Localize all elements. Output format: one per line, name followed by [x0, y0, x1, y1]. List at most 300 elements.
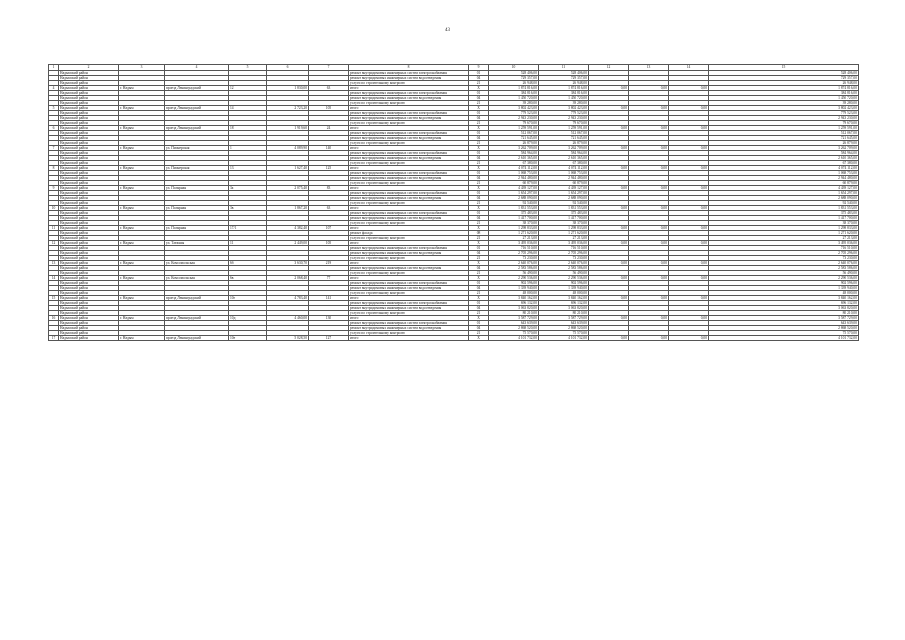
- table-cell: 15: [49, 296, 59, 301]
- table-cell: 01: [469, 91, 489, 96]
- table-cell: 48 000,00: [539, 291, 589, 296]
- table-cell: 2 944 480,00: [709, 176, 859, 181]
- table-cell: Надымский район: [59, 196, 119, 201]
- table-cell: 0,00: [629, 86, 669, 91]
- table-cell: 2 688 090,00: [709, 196, 859, 201]
- table-cell: ул. Полярная: [165, 206, 229, 211]
- table-cell: 1 271 620,00: [709, 231, 859, 236]
- table-cell: 4 101 732,00: [709, 336, 859, 341]
- table-cell: 63: [309, 206, 349, 211]
- table-cell: 130: [309, 316, 349, 321]
- table-cell: 696 132,00: [539, 301, 589, 306]
- table-cell: Надымский район: [59, 156, 119, 161]
- table-cell: 2 943 230,00: [709, 116, 859, 121]
- table-cell: 4 439 127,00: [489, 186, 539, 191]
- table-cell: Надымский район: [59, 96, 119, 101]
- header-cell: 5: [229, 65, 267, 71]
- table-cell: 779 523,00: [489, 111, 539, 116]
- table-cell: 0,00: [589, 296, 629, 301]
- table-cell: 39 280,00: [539, 101, 589, 106]
- table-cell: услуги по строительному контролю: [349, 121, 469, 126]
- table-cell: Надымский район: [59, 111, 119, 116]
- table-cell: услуги по строительному контролю: [349, 291, 469, 296]
- table-cell: 04: [469, 76, 489, 81]
- table-cell: 2 068,40: [267, 276, 309, 281]
- table-cell: Х: [469, 296, 489, 301]
- table-cell: 80 210,00: [709, 311, 859, 316]
- table-cell: 3 495 036,00: [489, 241, 539, 246]
- table-cell: 21: [469, 256, 489, 261]
- table-cell: 0,00: [669, 86, 709, 91]
- table-cell: 4 074 112,00: [539, 166, 589, 171]
- table-cell: 39 280,00: [709, 101, 859, 106]
- table-cell: 21: [469, 331, 489, 336]
- table-cell: 5: [49, 106, 59, 111]
- table-cell: ремонт внутридомовых инженерных систем электроснабжения: [349, 211, 469, 216]
- table-cell: г. Надым: [119, 126, 165, 131]
- table-cell: 21: [469, 181, 489, 186]
- table-cell: 92 540,00: [539, 201, 589, 206]
- table-cell: 3 630,70: [267, 261, 309, 266]
- table-cell: 2 688 090,00: [489, 196, 539, 201]
- table-cell: 1 259 591,00: [489, 126, 539, 131]
- table-cell: 0,00: [669, 261, 709, 266]
- table-cell: услуги по строительному контролю: [349, 271, 469, 276]
- table-cell: 729 357,00: [709, 76, 859, 81]
- table-cell: 1 831 553,00: [539, 206, 589, 211]
- table-cell: 79 670,00: [539, 121, 589, 126]
- table-cell: 779 523,00: [539, 111, 589, 116]
- table-cell: ремонт внутридомовых инженерных систем электроснабжения: [349, 151, 469, 156]
- table-cell: 0,00: [669, 126, 709, 131]
- table-cell: ремонт внутридомовых инженерных систем водоотведения: [349, 286, 469, 291]
- table-cell: Надымский район: [59, 181, 119, 186]
- table-cell: 384 816,00: [489, 91, 539, 96]
- table-cell: 10г: [229, 296, 267, 301]
- table-cell: ремонт внутридомовых инженерных систем электроснабжения: [349, 191, 469, 196]
- table-cell: 24: [309, 126, 349, 131]
- table-cell: 18: [229, 126, 267, 131]
- table-cell: 0,00: [669, 336, 709, 341]
- table-cell: 0,00: [589, 336, 629, 341]
- table-cell: 56 490,00: [489, 271, 539, 276]
- table-cell: г. Надым: [119, 276, 165, 281]
- table-cell: 2 583 586,00: [539, 266, 589, 271]
- table-cell: 14: [229, 106, 267, 111]
- table-cell: Надымский район: [59, 166, 119, 171]
- table-cell: 1 867,20: [267, 206, 309, 211]
- table-cell: 17/1: [229, 226, 267, 231]
- table-cell: 21: [469, 236, 489, 241]
- header-cell: 15: [709, 65, 859, 71]
- table-cell: 75 570,00: [489, 331, 539, 336]
- table-cell: 8: [49, 166, 59, 171]
- table-cell: 9: [49, 186, 59, 191]
- table-cell: ремонт фасада: [349, 231, 469, 236]
- table-cell: 0,00: [669, 316, 709, 321]
- table-cell: 04: [469, 156, 489, 161]
- table-cell: 375 483,00: [489, 211, 539, 216]
- table-cell: Х: [469, 86, 489, 91]
- table-cell: 375 483,00: [709, 211, 859, 216]
- header-cell: 4: [165, 65, 229, 71]
- table-cell: г. Надым: [119, 86, 165, 91]
- table-cell: 0,00: [629, 241, 669, 246]
- table-cell: 1 259 591,00: [539, 126, 589, 131]
- table-cell: ремонт внутридомовых инженерных систем водоотведения: [349, 326, 469, 331]
- table-cell: 2 075,40: [267, 186, 309, 191]
- header-cell: 1: [49, 65, 59, 71]
- table-cell: ремонт внутридомовых инженерных систем электроснабжения: [349, 301, 469, 306]
- table-cell: г. Надым: [119, 146, 165, 151]
- table-cell: 39 280,00: [489, 101, 539, 106]
- table-cell: 0,00: [629, 106, 669, 111]
- table-cell: 04: [469, 286, 489, 291]
- table-cell: 3 802 423,00: [489, 106, 539, 111]
- table-cell: 11: [229, 241, 267, 246]
- header-cell: 8: [349, 65, 469, 71]
- table-cell: 56 490,00: [709, 271, 859, 276]
- table-cell: 141: [309, 296, 349, 301]
- table-cell: 4: [49, 86, 59, 91]
- table-cell: 4 074 112,00: [709, 166, 859, 171]
- table-cell: 26 879,00: [489, 141, 539, 146]
- header-cell: 9: [469, 65, 489, 71]
- table-cell: 01: [469, 246, 489, 251]
- table-cell: ремонт внутридомовых инженерных систем водоотведения: [349, 196, 469, 201]
- table-cell: 04: [469, 96, 489, 101]
- table-cell: ремонт внутридомовых инженерных систем водоотведения: [349, 251, 469, 256]
- table-cell: Надымский район: [59, 101, 119, 106]
- table-cell: 2 583 586,00: [709, 266, 859, 271]
- table-cell: ремонт внутридомовых инженерных систем водоотведения: [349, 136, 469, 141]
- table-cell: 779 523,00: [709, 111, 859, 116]
- table-cell: Надымский район: [59, 301, 119, 306]
- table-cell: 3 063 820,00: [489, 306, 539, 311]
- table-cell: 60 879,00: [709, 181, 859, 186]
- table-cell: проезд Ленинградский: [165, 296, 229, 301]
- table-cell: ремонт внутридомовых инженерных систем электроснабжения: [349, 131, 469, 136]
- table-cell: 528 406,00: [709, 71, 859, 76]
- table-cell: 0,00: [629, 276, 669, 281]
- table-cell: 0,00: [669, 186, 709, 191]
- table-cell: ул. Пионерская: [165, 166, 229, 171]
- table-cell: 77: [309, 276, 349, 281]
- table-cell: ремонт внутридомовых инженерных систем электроснабжения: [349, 91, 469, 96]
- table-cell: 0,00: [629, 226, 669, 231]
- table-cell: 2 583 586,00: [489, 266, 539, 271]
- table-cell: 75 570,00: [709, 331, 859, 336]
- table-cell: 219: [309, 261, 349, 266]
- table-cell: 92 540,00: [489, 201, 539, 206]
- table-cell: 3 587 729,00: [489, 316, 539, 321]
- table-cell: итого: [349, 166, 469, 171]
- table-cell: 3в: [229, 206, 267, 211]
- table-cell: 01: [469, 281, 489, 286]
- header-cell: 10: [489, 65, 539, 71]
- table-cell: Надымский район: [59, 266, 119, 271]
- table-cell: 0,00: [629, 316, 669, 321]
- header-cell: 11: [539, 65, 589, 71]
- table-cell: 5 028,50: [267, 336, 309, 341]
- table-cell: г. Надым: [119, 316, 165, 321]
- table-cell: 1 417 700,00: [489, 216, 539, 221]
- table-cell: 384 816,00: [709, 91, 859, 96]
- table-cell: 79 670,00: [489, 121, 539, 126]
- table-cell: услуги по строительному контролю: [349, 141, 469, 146]
- table-cell: 01: [469, 171, 489, 176]
- table-cell: Надымский район: [59, 336, 119, 341]
- table-cell: Надымский район: [59, 81, 119, 86]
- table-cell: 1 874 816,00: [489, 86, 539, 91]
- table-cell: 3 840 162,00: [709, 296, 859, 301]
- table-cell: 584 964,00: [539, 151, 589, 156]
- table-cell: 16: [49, 316, 59, 321]
- table-cell: 01: [469, 151, 489, 156]
- table-cell: Надымский район: [59, 271, 119, 276]
- table-cell: г. Надым: [119, 261, 165, 266]
- table-cell: Надымский район: [59, 211, 119, 216]
- table-cell: Надымский район: [59, 256, 119, 261]
- table-cell: Надымский район: [59, 221, 119, 226]
- table-cell: 3 802 423,00: [709, 106, 859, 111]
- table-cell: 0,00: [629, 146, 669, 151]
- table-cell: 2 868 520,00: [489, 326, 539, 331]
- table-cell: проезд Ленинградский: [165, 336, 229, 341]
- table-cell: 512 067,00: [539, 131, 589, 136]
- table-cell: ул. Таежная: [165, 241, 229, 246]
- table-cell: 01: [469, 71, 489, 76]
- table-cell: 0,00: [669, 276, 709, 281]
- table-cell: проезд Ленинградский: [165, 106, 229, 111]
- header-cell: 14: [669, 65, 709, 71]
- table-cell: 4 101 732,00: [539, 336, 589, 341]
- table-cell: итого: [349, 276, 469, 281]
- table-cell: 1 654 297,00: [539, 191, 589, 196]
- table-cell: 0,00: [629, 296, 669, 301]
- table-cell: 2 290 536,00: [709, 276, 859, 281]
- table-cell: 63: [309, 86, 349, 91]
- table-cell: 1 874 816,00: [709, 86, 859, 91]
- table-cell: 21: [469, 101, 489, 106]
- table-cell: 0,00: [629, 206, 669, 211]
- table-cell: итого: [349, 226, 469, 231]
- table-cell: 14: [49, 276, 59, 281]
- table-cell: 1 627,40: [267, 166, 309, 171]
- table-cell: Надымский район: [59, 116, 119, 121]
- table-cell: 04: [469, 216, 489, 221]
- table-cell: 4 101 732,00: [489, 336, 539, 341]
- table-cell: 6б: [229, 261, 267, 266]
- table-cell: 21: [469, 201, 489, 206]
- table-cell: 0,00: [669, 296, 709, 301]
- table-cell: 26 879,00: [539, 141, 589, 146]
- table-cell: проезд Ленинградский: [165, 86, 229, 91]
- table-row: [49, 336, 859, 341]
- table-cell: Х: [469, 126, 489, 131]
- table-cell: 04: [469, 136, 489, 141]
- table-cell: ремонт внутридомовых инженерных систем электроснабжения: [349, 281, 469, 286]
- table-cell: 10е: [229, 336, 267, 341]
- table-cell: 512 067,00: [489, 131, 539, 136]
- table-cell: 721 645,00: [709, 136, 859, 141]
- table-cell: Надымский район: [59, 316, 119, 321]
- table-cell: Надымский район: [59, 311, 119, 316]
- table-cell: Х: [469, 261, 489, 266]
- table-cell: 3 495 036,00: [709, 241, 859, 246]
- table-cell: 48 000,00: [489, 291, 539, 296]
- table-cell: 1 298 833,00: [709, 226, 859, 231]
- table-cell: 729 357,00: [489, 76, 539, 81]
- table-cell: 56 490,00: [539, 271, 589, 276]
- table-cell: 1 919,60: [267, 126, 309, 131]
- table-cell: 7: [49, 146, 59, 151]
- table-cell: 0,00: [589, 206, 629, 211]
- table-cell: 2 640 076,00: [709, 261, 859, 266]
- table-cell: 3а: [229, 186, 267, 191]
- table-cell: 01: [469, 191, 489, 196]
- table-cell: Надымский район: [59, 331, 119, 336]
- table-cell: 1 298 833,00: [489, 226, 539, 231]
- table-cell: услуги по строительному контролю: [349, 331, 469, 336]
- table-cell: Надымский район: [59, 136, 119, 141]
- table-cell: 26 948,00: [489, 81, 539, 86]
- page-number: 43: [445, 28, 450, 33]
- table-cell: Надымский район: [59, 121, 119, 126]
- table-cell: услуги по строительному контролю: [349, 236, 469, 241]
- table-cell: 10д: [229, 316, 267, 321]
- table-cell: 127: [309, 336, 349, 341]
- table-cell: 1 271 620,00: [539, 231, 589, 236]
- table-cell: ремонт внутридомовых инженерных систем электроснабжения: [349, 71, 469, 76]
- table-cell: 4 382,40: [267, 226, 309, 231]
- header-cell: 6: [267, 65, 309, 71]
- table-cell: 716 510,00: [489, 246, 539, 251]
- table-cell: 3 840 162,00: [539, 296, 589, 301]
- table-cell: итого: [349, 186, 469, 191]
- table-cell: 27 213,00: [709, 236, 859, 241]
- table-cell: 73 230,00: [539, 256, 589, 261]
- table-cell: проезд Ленинградский: [165, 316, 229, 321]
- table-cell: 2 290 536,00: [489, 276, 539, 281]
- table-cell: 2 449,00: [267, 241, 309, 246]
- table-cell: 1 271 620,00: [489, 231, 539, 236]
- table-cell: 48 000,00: [709, 291, 859, 296]
- table-cell: 26 948,00: [539, 81, 589, 86]
- table-cell: 584 964,00: [489, 151, 539, 156]
- table-cell: ремонт внутридомовых инженерных систем водоотведения: [349, 266, 469, 271]
- table-cell: 1: [229, 146, 267, 151]
- table-cell: услуги по строительному контролю: [349, 201, 469, 206]
- table-cell: 1 339 940,00: [539, 286, 589, 291]
- table-cell: 729 357,00: [539, 76, 589, 81]
- table-cell: г. Надым: [119, 296, 165, 301]
- table-cell: 0,00: [589, 106, 629, 111]
- table-cell: 0,00: [629, 166, 669, 171]
- table-cell: Надымский район: [59, 251, 119, 256]
- table-cell: 60 879,00: [539, 181, 589, 186]
- table-cell: 584 964,00: [709, 151, 859, 156]
- table-cell: 105: [309, 241, 349, 246]
- table-cell: Надымский район: [59, 226, 119, 231]
- table-cell: Надымский район: [59, 206, 119, 211]
- table-cell: Х: [469, 316, 489, 321]
- table-cell: 83: [309, 186, 349, 191]
- table-cell: 67 380,00: [709, 161, 859, 166]
- table-cell: 1 450 720,00: [709, 96, 859, 101]
- table-cell: 2 944 480,00: [539, 176, 589, 181]
- table-cell: Надымский район: [59, 296, 119, 301]
- table-cell: 2 705 296,00: [489, 251, 539, 256]
- table-cell: ремонт внутридомовых инженерных систем водоотведения: [349, 176, 469, 181]
- table-cell: г. Надым: [119, 166, 165, 171]
- table-cell: г. Надым: [119, 106, 165, 111]
- header-cell: 7: [309, 65, 349, 71]
- table-cell: 10: [49, 206, 59, 211]
- header-cell: 3: [119, 65, 165, 71]
- table-cell: 26 948,00: [709, 81, 859, 86]
- table-cell: Надымский район: [59, 106, 119, 111]
- table-cell: 21: [469, 221, 489, 226]
- table-cell: Надымский район: [59, 276, 119, 281]
- table-cell: 01: [469, 301, 489, 306]
- table-cell: 38 370,00: [539, 221, 589, 226]
- table-cell: 1 450 720,00: [539, 96, 589, 101]
- table-cell: ремонт внутридомовых инженерных систем водоотведения: [349, 96, 469, 101]
- table-cell: услуги по строительному контролю: [349, 161, 469, 166]
- table-cell: 0,00: [589, 241, 629, 246]
- table-cell: 26 879,00: [709, 141, 859, 146]
- table-cell: 375 483,00: [539, 211, 589, 216]
- table-cell: 902 596,00: [709, 281, 859, 286]
- table-cell: 08: [469, 231, 489, 236]
- table-cell: 1 068 753,00: [709, 171, 859, 176]
- table-cell: 12: [229, 86, 267, 91]
- table-cell: 17: [49, 336, 59, 341]
- table-cell: г. Надым: [119, 336, 165, 341]
- table-cell: ул. Полярная: [165, 226, 229, 231]
- table-cell: 2 290 536,00: [539, 276, 589, 281]
- table-cell: 92 540,00: [709, 201, 859, 206]
- table-cell: 528 406,00: [539, 71, 589, 76]
- table-cell: ремонт внутридомовых инженерных систем водоотведения: [349, 156, 469, 161]
- table-cell: 0,00: [589, 86, 629, 91]
- table-cell: 0,00: [629, 261, 669, 266]
- table-cell: г. Надым: [119, 206, 165, 211]
- table-cell: 3 262 709,00: [489, 146, 539, 151]
- table-cell: 6в: [229, 276, 267, 281]
- table-cell: 3 840 162,00: [489, 296, 539, 301]
- table-cell: 1 450 720,00: [489, 96, 539, 101]
- table-cell: Надымский район: [59, 171, 119, 176]
- table-cell: 902 596,00: [489, 281, 539, 286]
- table-cell: 0,00: [589, 166, 629, 171]
- table-cell: 3 495 036,00: [539, 241, 589, 246]
- table-cell: 2 943 230,00: [539, 116, 589, 121]
- table-cell: Надымский район: [59, 261, 119, 266]
- table-cell: 1 830,00: [267, 86, 309, 91]
- table-cell: 3 587 729,00: [709, 316, 859, 321]
- table-cell: 3 262 709,00: [709, 146, 859, 151]
- table-cell: Х: [469, 336, 489, 341]
- table-cell: 0,00: [669, 106, 709, 111]
- table-cell: 0,00: [669, 166, 709, 171]
- table-cell: итого: [349, 86, 469, 91]
- table-cell: 2 944 480,00: [489, 176, 539, 181]
- table-cell: Надымский район: [59, 146, 119, 151]
- table-cell: 1 654 297,00: [709, 191, 859, 196]
- table-cell: ремонт внутридомовых инженерных систем электроснабжения: [349, 246, 469, 251]
